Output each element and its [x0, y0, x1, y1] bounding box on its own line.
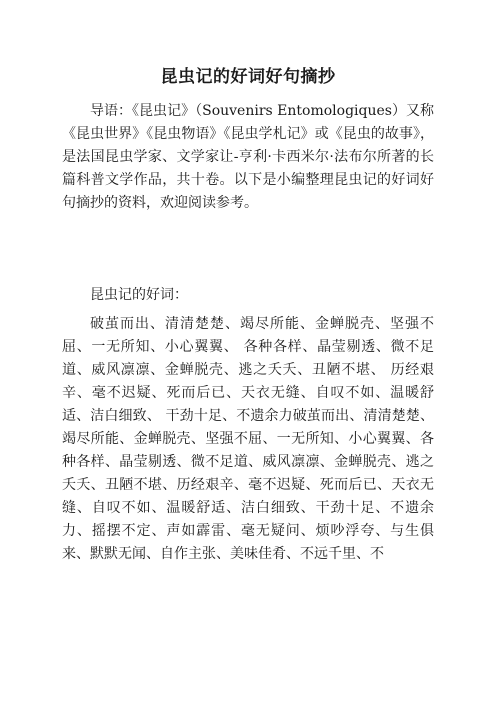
document-title: 昆虫记的好词好句摘抄: [160, 67, 336, 87]
intro-paragraph: 导语：《昆虫记》（Souvenirs Entomologiques）又称《昆虫世界》《昆虫物语》《昆虫学札记》或《昆虫的故事》，是法国昆虫学家、文学家让-亨利·卡西米尔·法布尔所著的长篇科普文学作品，共十卷。以下是小编整理昆虫记的好词好句摘抄的资料，欢迎阅读参考。: [62, 103, 434, 211]
section-label: 昆虫记的好词：: [90, 287, 188, 303]
good-words-paragraph: 破茧而出、清清楚楚、竭尽所能、金蝉脱壳、坚强不屈、一无所知、小心翼翼、 各种各样、晶莹剔透、微不足道、威风凛凛、金蝉脱壳、逃之夭夭、丑陋不堪、 历经艰辛、毫不迟疑、死而后已、天衣无缝、自叹不如、温暖舒适、洁白细致、 干劲十足、不遗余力破茧而出、清清楚楚、竭尽所能、金蝉脱壳、坚强不屈、一无所知、小心翼翼、各种各样、晶莹剔透、微不足道、威风凛凛、金蝉脱壳、逃之夭夭、丑陋不堪、历经艰辛、毫不迟疑、死而后已、天衣无缝、自叹不如、温暖舒适、洁白细致、干劲十足、不遗余力、摇摆不定、声如霹雷、毫无疑问、烦吵浮夸、与生俱来、默默无闻、自作主张、美味佳肴、不远千里、不: [62, 316, 434, 562]
